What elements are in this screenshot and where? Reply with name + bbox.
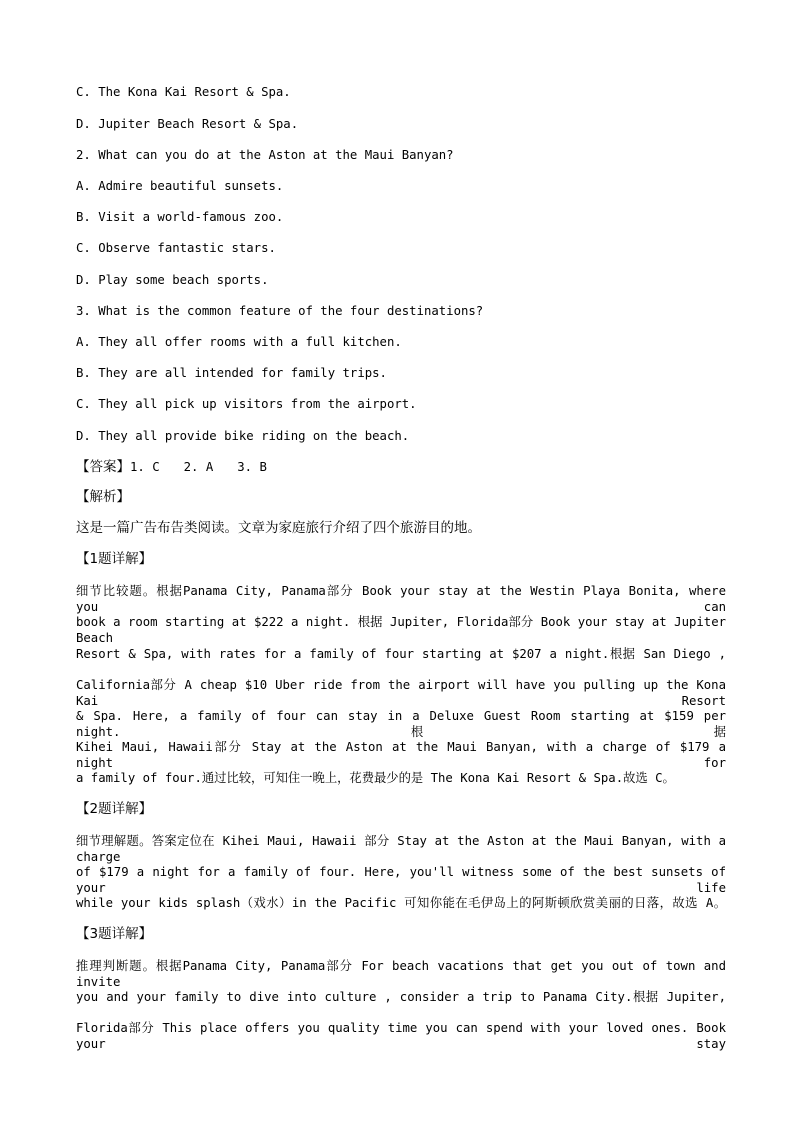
q2-option-a: A. Admire beautiful sunsets. [76, 179, 284, 193]
detail2-label: 【2题详解】 [76, 801, 153, 817]
detail2-line-3: while your kids splash（戏水）in the Pacific 可知你能在毛伊岛上的阿斯顿欣赏美丽的日落，故选 A。 [76, 896, 726, 910]
detail1-line-5: & Spa. Here, a family of four can stay in a Deluxe Guest Room starting at $159 per night.根据 [76, 709, 726, 739]
q2-stem: 2. What can you do at the Aston at the Maui Banyan? [76, 148, 454, 162]
q1-option-d: D. Jupiter Beach Resort & Spa. [76, 117, 299, 131]
q3-option-d: D. They all provide bike riding on the beach. [76, 429, 410, 443]
analysis-label: 【解析】 [76, 489, 130, 505]
q2-option-c: C. Observe fantastic stars. [76, 241, 276, 255]
q1-option-c: C. The Kona Kai Resort & Spa. [76, 85, 291, 99]
analysis-intro: 这是一篇广告布告类阅读。文章为家庭旅行介绍了四个旅游目的地。 [76, 520, 481, 536]
q3-option-b: B. They are all intended for family trips. [76, 366, 387, 380]
detail3-label: 【3题详解】 [76, 926, 153, 942]
detail1-label: 【1题详解】 [76, 551, 153, 567]
detail1-line-6: Kihei Maui, Hawaii部分 Stay at the Aston at the Maui Banyan, with a charge of $179 a night for [76, 740, 726, 770]
detail2-line-2: of $179 a night for a family of four. Here, you'll witness some of the best sunsets of your life [76, 865, 726, 895]
detail2-line-1: 细节理解题。答案定位在 Kihei Maui, Hawaii 部分 Stay at the Aston at the Maui Banyan, with a charge [76, 834, 726, 864]
detail1-line-4: California部分 A cheap $10 Uber ride from the airport will have you pulling up the Kona Kai Resort [76, 678, 726, 708]
detail1-line-2: book a room starting at $222 a night. 根据 Jupiter, Florida部分 Book your stay at Jupiter Beach [76, 615, 726, 645]
q2-option-d: D. Play some beach sports. [76, 273, 269, 287]
detail1-line-3: Resort & Spa, with rates for a family of four starting at $207 a night.根据 San Diego , [76, 647, 726, 661]
answer-3: 3. B [237, 460, 267, 474]
detail3-line-3: Florida部分 This place offers you quality time you can spend with your loved ones. Book your stay [76, 1021, 726, 1051]
detail3-line-1: 推理判断题。根据Panama City, Panama部分 For beach vacations that get you out of town and invite [76, 959, 726, 989]
answer-1: 1. C [130, 460, 160, 474]
detail1-line-7: a family of four.通过比较，可知住一晚上，花费最少的是 The Kona Kai Resort & Spa.故选 C。 [76, 771, 675, 785]
q3-option-a: A. They all offer rooms with a full kitchen. [76, 335, 402, 349]
detail1-line-1: 细节比较题。根据Panama City, Panama部分 Book your stay at the Westin Playa Bonita, where you can [76, 584, 726, 614]
q2-option-b: B. Visit a world-famous zoo. [76, 210, 284, 224]
q3-option-c: C. They all pick up visitors from the airport. [76, 397, 417, 411]
detail3-line-2: you and your family to dive into culture , consider a trip to Panama City.根据 Jupiter, [76, 990, 726, 1004]
answer-label: 【答案】 [76, 459, 130, 475]
q3-stem: 3. What is the common feature of the four destinations? [76, 304, 484, 318]
answer-line [76, 459, 267, 475]
answer-2: 2. A [183, 460, 214, 474]
